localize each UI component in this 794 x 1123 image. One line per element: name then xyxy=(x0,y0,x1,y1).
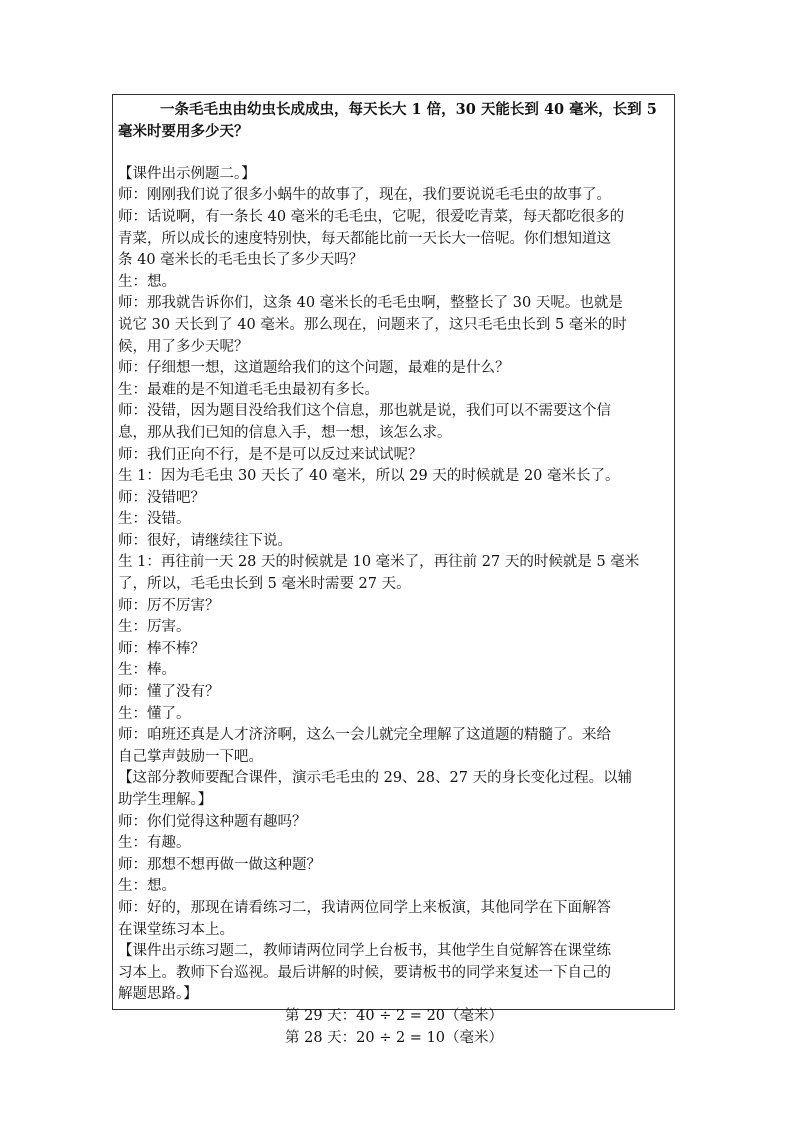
text-line: 息，那从我们已知的信息入手，想一想，该怎么求。 xyxy=(118,424,452,441)
text-line: 师：我们正向不行，是不是可以反过来试试呢？ xyxy=(118,446,423,463)
text-line: 师：那我就告诉你们，这条 40 毫米长的毛毛虫啊，整整长了 30 天呢。也就是 xyxy=(118,295,623,312)
text-line: 生：懂了。 xyxy=(118,705,191,722)
text-line: 生：有趣。 xyxy=(118,835,191,852)
text-line: 师：没错，因为题目没给我们这个信息，那也就是说，我们可以不需要这个信 xyxy=(118,403,611,420)
text-line: 生 1：再往前一天 28 天的时候就是 10 毫米了，再往前 27 天的时候就是 5 毫米 xyxy=(118,554,640,571)
text-line: 师：那想不想再做一做这种题？ xyxy=(118,856,321,873)
text-line: 条 40 毫米长的毛毛虫长了多少天吗？ xyxy=(118,252,364,269)
text-line: 生：想。 xyxy=(118,878,176,895)
text-line: 师：话说啊，有一条长 40 毫米的毛毛虫，它呢，很爱吃青菜，每天都吃很多的 xyxy=(118,208,625,225)
text-line: 说它 30 天长到了 40 毫米。那么现在，问题来了，这只毛毛虫长到 5 毫米的时 xyxy=(118,316,627,333)
text-line: 在课堂练习本上。 xyxy=(118,921,234,938)
text-line: 解题思路。】 xyxy=(118,986,198,1003)
equation-day-28: 第 28 天：20 ÷ 2 = 10（毫米） xyxy=(284,1029,504,1046)
text-line: 【课件出示例题二。】 xyxy=(118,165,256,182)
problem-line-1: 一条毛毛虫由幼虫长成成虫，每天长大 1 倍，30 天能长到 40 毫米，长到 5 xyxy=(160,101,657,118)
text-line: 师：咱班还真是人才济济啊，这么一会儿就完全理解了这道题的精髓了。来给 xyxy=(118,727,611,744)
text-line: 生：厉害。 xyxy=(118,619,191,636)
text-line: 了，所以，毛毛虫长到 5 毫米时需要 27 天。 xyxy=(118,576,411,593)
text-line: 师：棒不棒？ xyxy=(118,640,205,657)
text-line: 师：你们觉得这种题有趣吗？ xyxy=(118,813,307,830)
text-line: 师：仔细想一想，这道题给我们的这个问题，最难的是什么？ xyxy=(118,360,510,377)
text-line: 师：刚刚我们说了很多小蜗牛的故事了，现在，我们要说说毛毛虫的故事了。 xyxy=(118,187,611,204)
text-line: 【课件出示练习题二，教师请两位同学上台板书，其他学生自觉解答在课堂练 xyxy=(118,943,611,960)
text-line: 师：好的，那现在请看练习二，我请两位同学上来板演，其他同学在下面解答 xyxy=(118,899,611,916)
equation-day-29: 第 29 天：40 ÷ 2 = 20（毫米） xyxy=(284,1007,504,1024)
text-line: 习本上。教师下台巡视。最后讲解的时候，要请板书的同学来复述一下自己的 xyxy=(118,964,611,981)
text-line: 候，用了多少天呢？ xyxy=(118,338,249,355)
problem-line-2: 毫米时要用多少天？ xyxy=(118,122,249,140)
text-line: 师：厉不厉害？ xyxy=(118,597,220,614)
text-line: 生：最难的是不知道毛毛虫最初有多长。 xyxy=(118,381,379,398)
text-line: 生：没错。 xyxy=(118,511,191,528)
text-line: 【这部分教师要配合课件，演示毛毛虫的 29、28、27 天的身长变化过程。以辅 xyxy=(118,770,633,787)
text-line: 生：想。 xyxy=(118,273,176,290)
text-line: 青菜，所以成长的速度特别快，每天都能比前一天长大一倍呢。你们想知道这 xyxy=(118,230,611,247)
blank-line xyxy=(118,142,670,164)
text-line: 师：没错吧？ xyxy=(118,489,205,506)
text-line: 师：懂了没有？ xyxy=(118,684,220,701)
text-line: 生：棒。 xyxy=(118,662,176,679)
text-line: 助学生理解。】 xyxy=(118,792,213,808)
text-line: 师：很好，请继续往下说。 xyxy=(118,532,292,549)
text-line: 自己掌声鼓励一下吧。 xyxy=(118,748,263,765)
text-line: 生 1：因为毛毛虫 30 天长了 40 毫米，所以 29 天的时候就是 20 毫米长了。 xyxy=(118,468,620,485)
document-body xyxy=(118,99,670,1049)
